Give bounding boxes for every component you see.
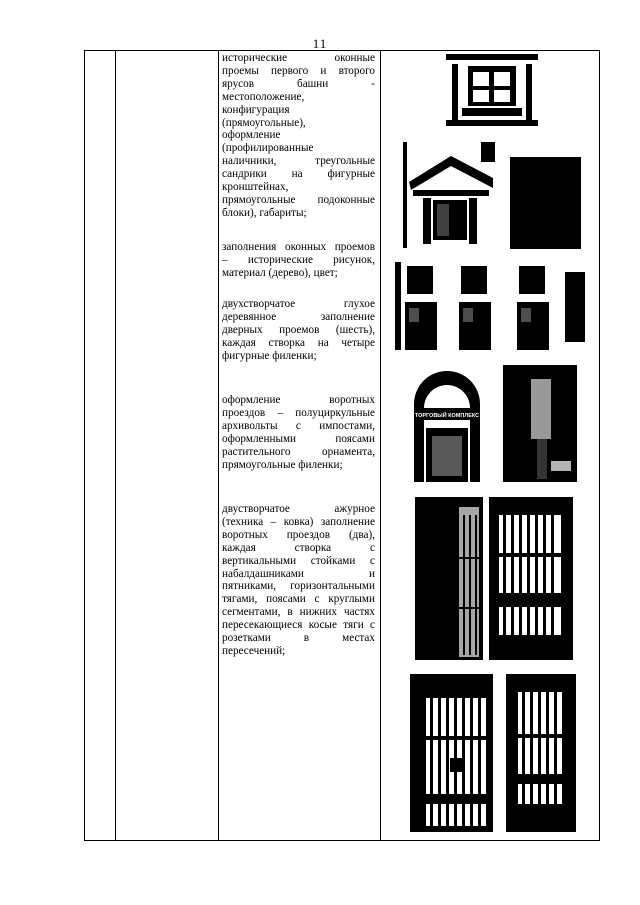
text-line: фигурные филенки; bbox=[222, 349, 317, 362]
table-column-border bbox=[84, 50, 85, 841]
text-line: (прямоугольные), bbox=[222, 116, 306, 129]
text-line: кронштейнах, bbox=[222, 181, 289, 194]
paragraph-doors bbox=[222, 298, 375, 363]
text-line: ярусов башни - bbox=[222, 77, 375, 90]
text-line: конфигурация bbox=[222, 103, 290, 116]
text-line: пересечений; bbox=[222, 644, 286, 657]
text-line: заполнения оконных проемов bbox=[222, 241, 375, 253]
photo-gate-arch bbox=[408, 364, 486, 482]
photo-gate-passage bbox=[503, 365, 577, 482]
text-line: оформленными поясами bbox=[222, 432, 375, 445]
text-line: блоки), габариты; bbox=[222, 206, 307, 219]
text-line: каждая створка с bbox=[222, 541, 375, 554]
photo-black-block bbox=[510, 157, 581, 249]
text-line: (профилированные bbox=[222, 142, 314, 155]
text-line: воротных проездов (два), bbox=[222, 528, 375, 541]
text-line: деревянное заполнение bbox=[222, 310, 375, 323]
paragraph-gate-arches bbox=[222, 394, 375, 471]
table-column-border bbox=[115, 50, 116, 841]
table-column-border bbox=[599, 50, 600, 841]
text-line: оконные bbox=[334, 52, 375, 64]
text-line: (техника – ковка) заполнение bbox=[222, 515, 375, 528]
text-line: дверных проемов (шесть), bbox=[222, 323, 375, 336]
text-line: оформление воротных bbox=[222, 394, 375, 406]
text-line: пятниками, горизонтальными bbox=[222, 580, 375, 593]
text-line: проездов – полуциркульные bbox=[222, 406, 375, 419]
text-line: оформление bbox=[222, 129, 281, 142]
text-line: тягами, поясами с круглыми bbox=[222, 593, 375, 606]
photo-gate-leaf-left bbox=[415, 497, 483, 660]
table-bottom-border bbox=[84, 840, 600, 841]
text-line: – исторические рисунок, bbox=[222, 253, 375, 266]
text-line: проемы первого и второго bbox=[222, 64, 375, 77]
photo-facade-doors bbox=[395, 262, 591, 350]
text-line: прямоугольные филенки; bbox=[222, 458, 343, 471]
text-line: материал (дерево), цвет; bbox=[222, 266, 338, 279]
table-column-border bbox=[218, 50, 219, 841]
page-number: 11 bbox=[312, 36, 328, 51]
paragraph-windows bbox=[222, 52, 375, 220]
text-line: двустворчатое ажурное bbox=[222, 503, 375, 515]
text-line: прямоугольные подоконные bbox=[222, 193, 375, 206]
text-line: двухстворчатое глухое bbox=[222, 298, 375, 310]
text-line: сандрики на фигурные bbox=[222, 168, 375, 181]
photo-window-pediment bbox=[403, 142, 495, 248]
text-line: сегментами, в нижних частях bbox=[222, 606, 375, 619]
text-line: местоположение, bbox=[222, 90, 305, 103]
text-line: архивольты с импостами, bbox=[222, 419, 375, 432]
photo-gate-leaf-right bbox=[489, 497, 573, 660]
paragraph-window-fill bbox=[222, 241, 375, 280]
text-line: вертикальными стойками с bbox=[222, 554, 375, 567]
text-line: пересекающиеся косые тяги с bbox=[222, 619, 375, 632]
text-line: наличники, треугольные bbox=[222, 155, 375, 168]
text-line: розетками в местах bbox=[222, 632, 375, 645]
photo-window-detail bbox=[446, 54, 538, 126]
arch-sign-text: ТОРГОВЫЙ КОМПЛЕКС bbox=[414, 413, 480, 419]
table-column-border bbox=[380, 50, 381, 841]
text-line: каждая створка на четыре bbox=[222, 336, 375, 349]
photo-gate-grille-left bbox=[410, 674, 493, 832]
text-line: растительного орнамента, bbox=[222, 445, 375, 458]
table-top-border bbox=[84, 50, 600, 51]
text-line: набалдашниками и bbox=[222, 567, 375, 580]
paragraph-gate-leaves bbox=[222, 503, 375, 658]
photo-gate-grille-right bbox=[506, 674, 576, 832]
text-line: исторические bbox=[222, 52, 288, 64]
